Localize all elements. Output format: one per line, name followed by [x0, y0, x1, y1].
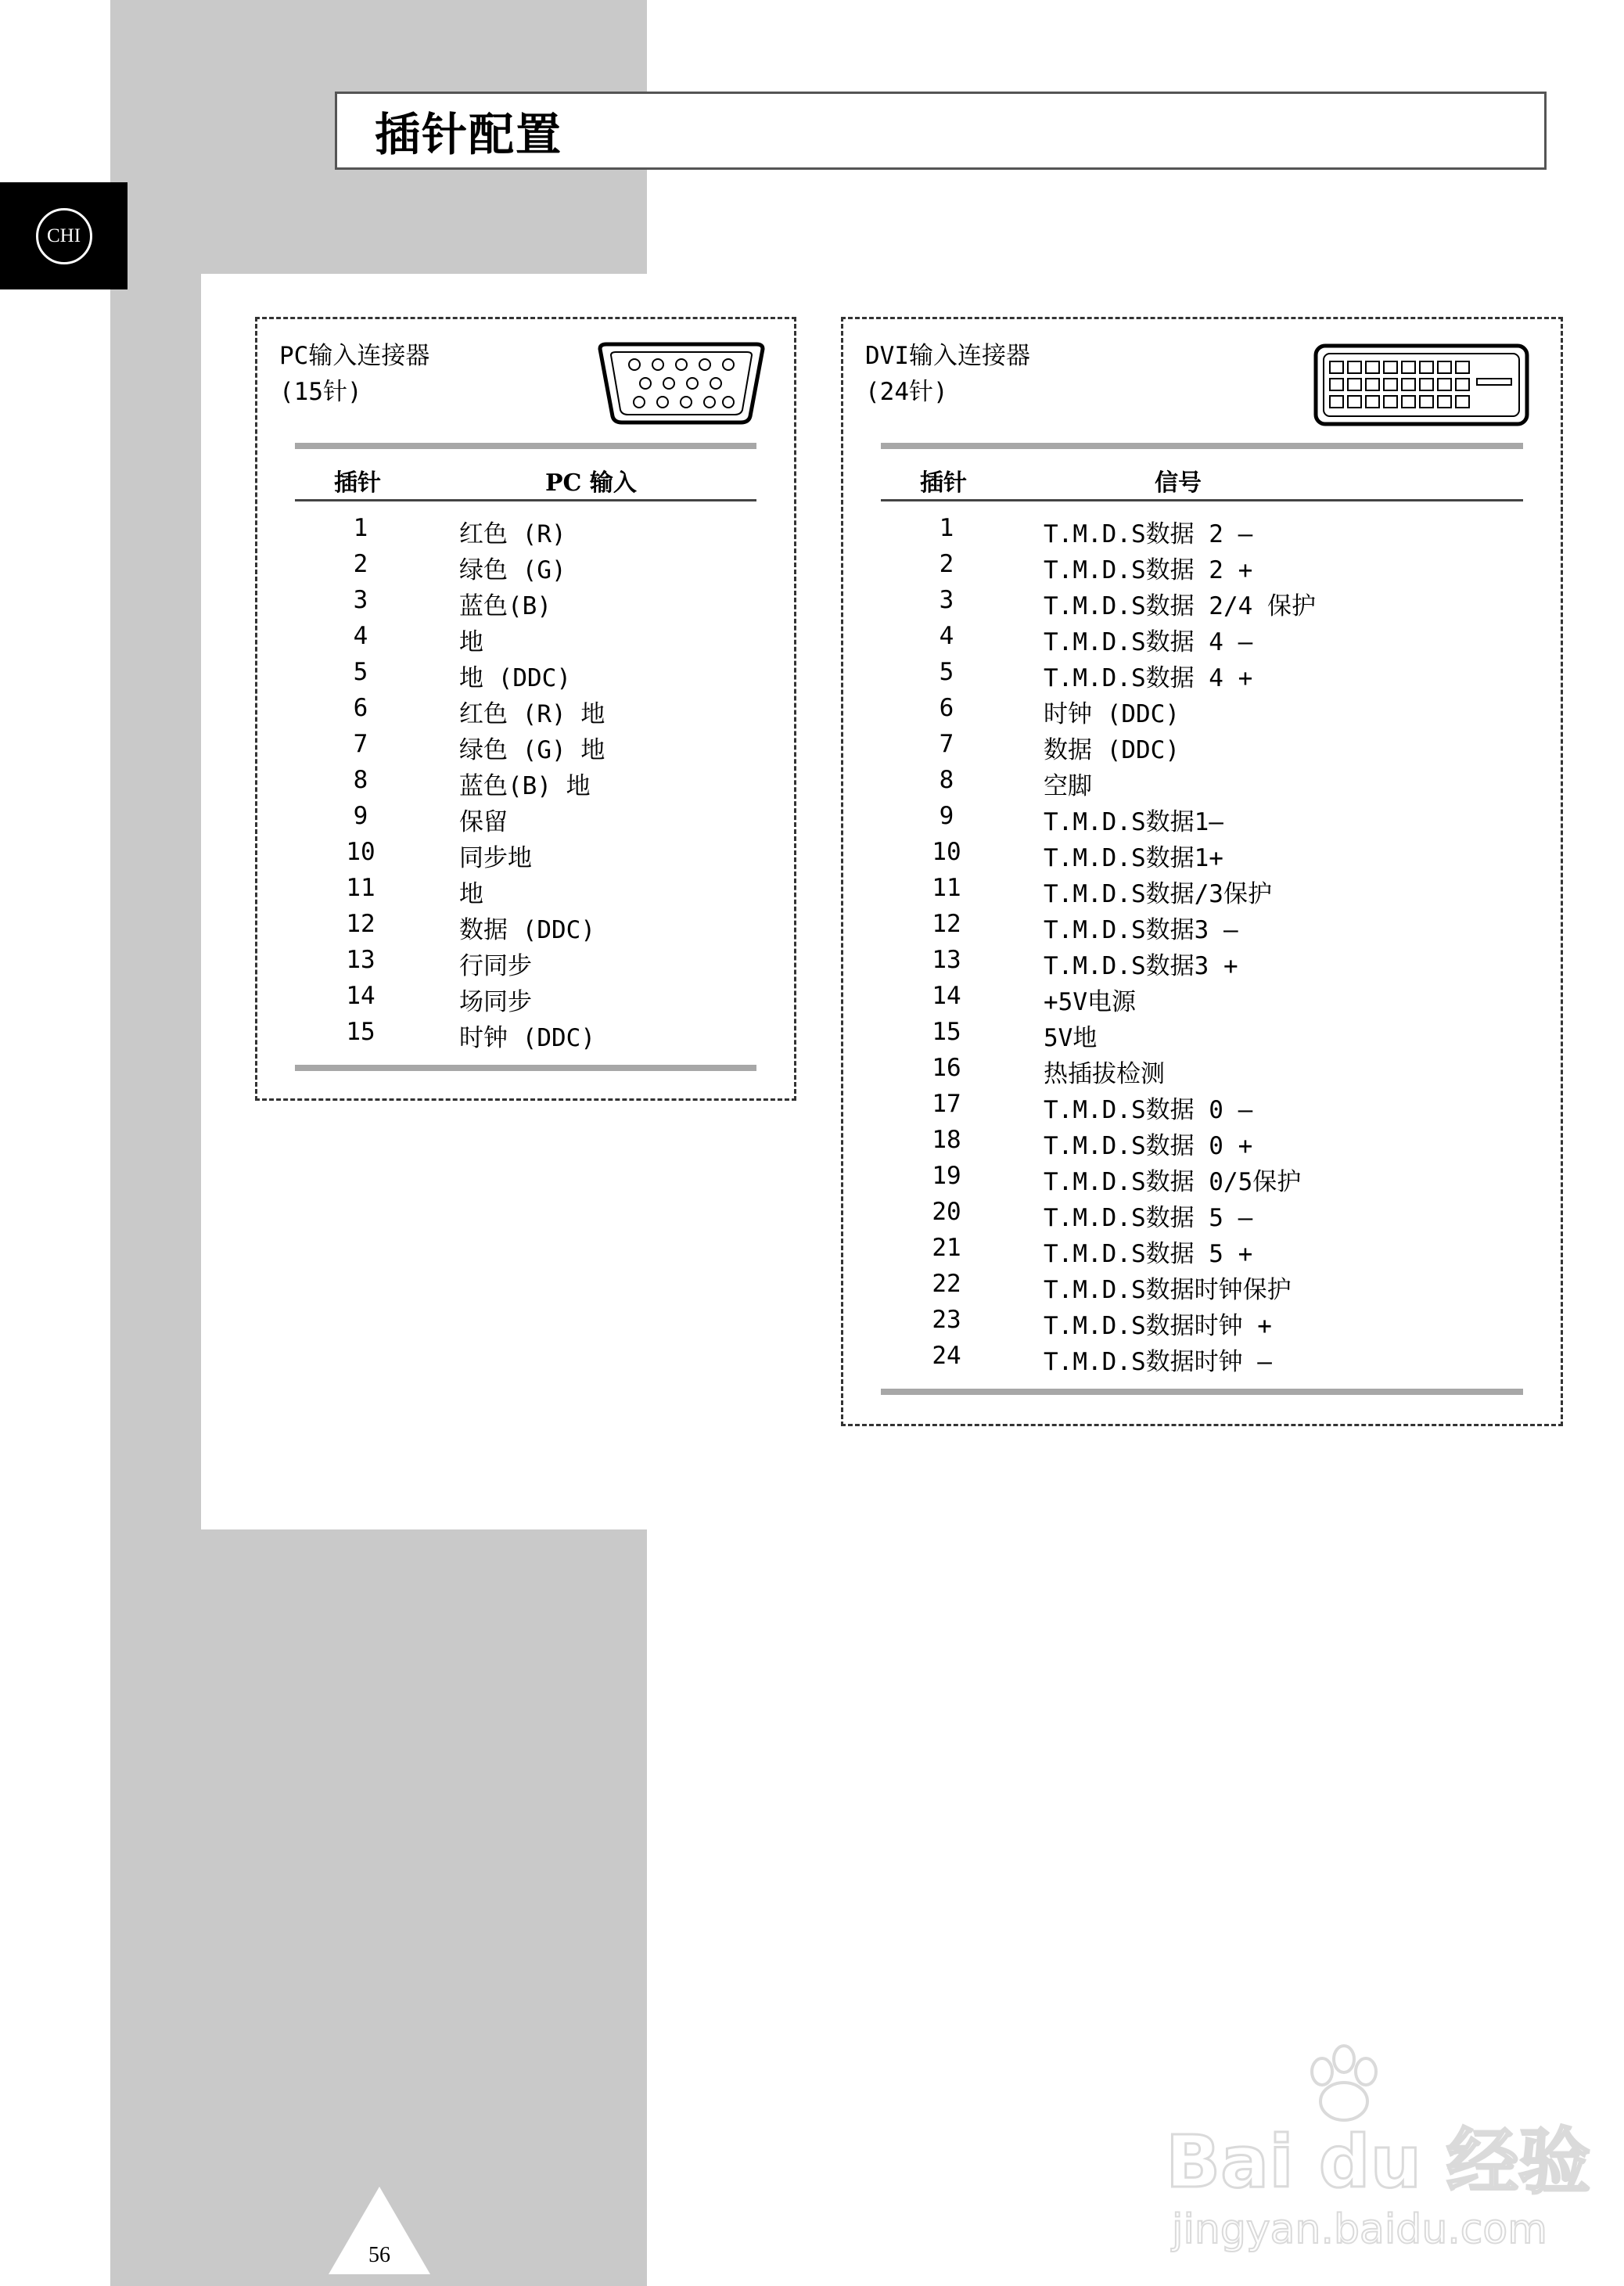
dvi-row	[881, 1303, 1523, 1339]
pc-caption-pins: (15针)	[279, 378, 362, 406]
pc-col-signal: PC 输入	[545, 469, 637, 497]
pin-signal: T.M.D.S数据 2 +	[1044, 556, 1253, 584]
dvi-row	[881, 547, 1523, 583]
pc-row	[295, 655, 756, 691]
pc-caption	[279, 338, 429, 410]
pc-rows	[295, 501, 756, 1065]
dvi-row	[881, 1231, 1523, 1267]
pin-number: 1	[353, 514, 368, 542]
pin-number: 5	[939, 658, 954, 686]
pin-number: 6	[939, 694, 954, 722]
pin-number: 14	[346, 982, 375, 1010]
pin-number: 14	[932, 982, 961, 1010]
pin-signal: 绿色 (G)	[459, 556, 566, 584]
pin-number: 12	[346, 910, 375, 938]
pin-number: 15	[932, 1018, 961, 1046]
page-title: 插针配置	[375, 108, 563, 161]
pin-number: 3	[939, 586, 954, 614]
pin-signal: T.M.D.S数据 0 —	[1044, 1096, 1253, 1124]
dvi-pin-cell	[1384, 396, 1397, 408]
dvi-row	[881, 835, 1523, 871]
dvi-table-header	[881, 449, 1523, 501]
pin-signal: 时钟 (DDC)	[459, 1024, 595, 1052]
dvi-pin-cell	[1402, 361, 1415, 373]
dvi-row	[881, 583, 1523, 619]
pin-signal: T.M.D.S数据时钟 +	[1044, 1312, 1272, 1340]
dvi-row	[881, 1339, 1523, 1375]
dvi-row	[881, 907, 1523, 943]
dvi-connector-panel	[841, 317, 1563, 1426]
pin-number: 3	[353, 586, 368, 614]
dvi-col-pin: 插针	[920, 469, 967, 497]
table-bottom-rule	[295, 1065, 756, 1071]
dvi-row	[881, 1123, 1523, 1159]
pin-number: 22	[932, 1270, 961, 1298]
dvi-pin-cell	[1366, 396, 1379, 408]
pin-number: 9	[939, 802, 954, 830]
pin-signal: 红色 (R) 地	[459, 700, 605, 728]
pin-signal: 场同步	[459, 988, 532, 1016]
pin-signal: T.M.D.S数据 5 —	[1044, 1204, 1253, 1232]
dvi-row	[881, 1267, 1523, 1303]
pin-number: 8	[939, 766, 954, 794]
pin-signal: 保留	[459, 808, 508, 836]
pin-signal: 热插拔检测	[1044, 1060, 1165, 1088]
pc-row	[295, 727, 756, 763]
dvi-caption	[865, 338, 1030, 410]
background-band-left	[110, 274, 201, 1529]
dvi-row	[881, 1087, 1523, 1123]
pin-signal: 行同步	[459, 952, 532, 980]
pin-number: 11	[346, 874, 375, 902]
dvi-pin-cell	[1438, 361, 1451, 373]
pin-signal: T.M.D.S数据/3保护	[1044, 880, 1272, 908]
dvi-pin-cell	[1384, 361, 1397, 373]
dvi-row	[881, 943, 1523, 979]
pin-signal: T.M.D.S数据3 —	[1044, 916, 1238, 944]
pin-signal: 蓝色(B) 地	[459, 772, 591, 800]
dvi-col-signal: 信号	[1155, 469, 1202, 497]
pin-signal: 红色 (R)	[459, 520, 566, 548]
pin-number: 11	[932, 874, 961, 902]
pin-number: 15	[346, 1018, 375, 1046]
dvi-row	[881, 1015, 1523, 1051]
pin-signal: T.M.D.S数据3 +	[1044, 952, 1238, 980]
table-bottom-rule	[881, 1389, 1523, 1395]
dvi-pin-cell	[1366, 379, 1379, 390]
dvi-pin-cell	[1420, 361, 1433, 373]
pin-number: 16	[932, 1054, 961, 1082]
pc-row	[295, 763, 756, 799]
pin-number: 13	[346, 946, 375, 974]
pc-row	[295, 871, 756, 907]
pin-signal: T.M.D.S数据 0 +	[1044, 1132, 1253, 1160]
dvi-pin-cell	[1438, 396, 1451, 408]
pc-row	[295, 979, 756, 1015]
pin-number: 4	[353, 622, 368, 650]
pin-number: 8	[353, 766, 368, 794]
pin-signal: T.M.D.S数据1—	[1044, 808, 1223, 836]
pin-number: 1	[939, 514, 954, 542]
pin-signal: T.M.D.S数据 0/5保护	[1044, 1168, 1302, 1196]
pc-table-header	[295, 449, 756, 501]
watermark-brand: Bai du 经验	[1166, 2120, 1591, 2204]
dvi-pin-cell	[1330, 396, 1343, 408]
dvi-row	[881, 619, 1523, 655]
dvi-connector-icon	[1313, 343, 1530, 427]
dvi-caption-title: DVI输入连接器	[865, 342, 1030, 370]
table-top-rule	[295, 443, 756, 449]
dvi-row	[881, 727, 1523, 763]
pin-signal: 时钟 (DDC)	[1044, 700, 1180, 728]
pc-row	[295, 907, 756, 943]
pin-number: 23	[932, 1306, 961, 1334]
dvi-pin-cell	[1348, 379, 1361, 390]
pc-row	[295, 583, 756, 619]
pin-number: 24	[932, 1342, 961, 1370]
pin-signal: T.M.D.S数据 4 +	[1044, 664, 1253, 692]
dvi-pin-cell	[1456, 361, 1469, 373]
dvi-pin-cell	[1384, 379, 1397, 390]
pin-signal: 地 (DDC)	[459, 664, 571, 692]
language-badge: CHI	[36, 208, 92, 264]
pin-signal: T.M.D.S数据1+	[1044, 844, 1223, 872]
pin-signal: 空脚	[1044, 772, 1092, 800]
pin-number: 7	[353, 730, 368, 758]
pin-number: 10	[932, 838, 961, 866]
page-number-marker	[329, 2187, 430, 2274]
dvi-pin-cell	[1402, 396, 1415, 408]
background-band-bottom	[110, 1529, 647, 2286]
table-top-rule	[881, 443, 1523, 449]
dvi-pin-cell	[1348, 396, 1361, 408]
pin-number: 18	[932, 1126, 961, 1154]
watermark-url: jingyan.baidu.com	[1172, 2206, 1547, 2253]
pc-row	[295, 619, 756, 655]
pin-number: 10	[346, 838, 375, 866]
pin-signal: 同步地	[459, 844, 532, 872]
dvi-pin-cell	[1420, 396, 1433, 408]
pc-connector-panel	[255, 317, 796, 1101]
dvi-pin-cell	[1438, 379, 1451, 390]
pc-pin-table	[295, 443, 756, 1071]
baidu-watermark	[1166, 2042, 1604, 2269]
pin-signal: 地	[459, 628, 483, 656]
pc-caption-title: PC输入连接器	[279, 342, 430, 370]
pin-number: 7	[939, 730, 954, 758]
dvi-row	[881, 979, 1523, 1015]
pc-row	[295, 799, 756, 835]
dvi-row	[881, 1195, 1523, 1231]
pin-signal: 蓝色(B)	[459, 592, 552, 620]
language-tab	[0, 182, 128, 289]
pin-signal: T.M.D.S数据 4 —	[1044, 628, 1253, 656]
pin-signal: 5V地	[1044, 1024, 1098, 1052]
pin-signal: 绿色 (G) 地	[459, 736, 605, 764]
pin-number: 13	[932, 946, 961, 974]
pc-row	[295, 835, 756, 871]
dvi-pin-cell	[1420, 379, 1433, 390]
pc-row	[295, 1015, 756, 1051]
pin-number: 2	[939, 550, 954, 578]
dvi-caption-pins: (24针)	[865, 378, 948, 406]
pin-number: 12	[932, 910, 961, 938]
pin-signal: T.M.D.S数据 2/4 保护	[1044, 592, 1316, 620]
dvi-row	[881, 691, 1523, 727]
page-number: 56	[368, 2243, 390, 2267]
pin-signal: T.M.D.S数据时钟保护	[1044, 1276, 1292, 1304]
dvi-pin-cell	[1402, 379, 1415, 390]
pin-number: 4	[939, 622, 954, 650]
dvi-pin-cell	[1348, 361, 1361, 373]
pc-row	[295, 547, 756, 583]
dvi-rows	[881, 501, 1523, 1389]
dvi-row	[881, 871, 1523, 907]
dvi-pin-cell	[1330, 361, 1343, 373]
pin-signal: +5V电源	[1044, 988, 1136, 1016]
dvi-row	[881, 655, 1523, 691]
dvi-row	[881, 763, 1523, 799]
pin-number: 21	[932, 1234, 961, 1262]
pin-signal: T.M.D.S数据 5 +	[1044, 1240, 1253, 1268]
dvi-row	[881, 799, 1523, 835]
pin-number: 17	[932, 1090, 961, 1118]
pc-col-pin: 插针	[334, 469, 381, 497]
pin-number: 20	[932, 1198, 961, 1226]
pc-row	[295, 943, 756, 979]
pin-number: 9	[353, 802, 368, 830]
pin-number: 5	[353, 658, 368, 686]
dvi-pin-cell	[1456, 379, 1469, 390]
pin-number: 19	[932, 1162, 961, 1190]
dvi-pin-table	[881, 443, 1523, 1395]
pc-row	[295, 511, 756, 547]
dvi-pin-cell	[1330, 379, 1343, 390]
page-title-box	[335, 92, 1547, 170]
dvi-pin-cell	[1366, 361, 1379, 373]
dvi-row	[881, 1159, 1523, 1195]
pin-signal: T.M.D.S数据时钟 —	[1044, 1348, 1272, 1376]
pc-row	[295, 691, 756, 727]
dvi-row	[881, 511, 1523, 547]
pin-number: 6	[353, 694, 368, 722]
dvi-row	[881, 1051, 1523, 1087]
pin-signal: 数据 (DDC)	[1044, 736, 1180, 764]
vga-connector-icon	[594, 341, 769, 427]
dvi-pin-cell	[1456, 396, 1469, 408]
pin-number: 2	[353, 550, 368, 578]
pin-signal: 数据 (DDC)	[459, 916, 595, 944]
pin-signal: T.M.D.S数据 2 —	[1044, 520, 1253, 548]
pin-signal: 地	[459, 880, 483, 908]
